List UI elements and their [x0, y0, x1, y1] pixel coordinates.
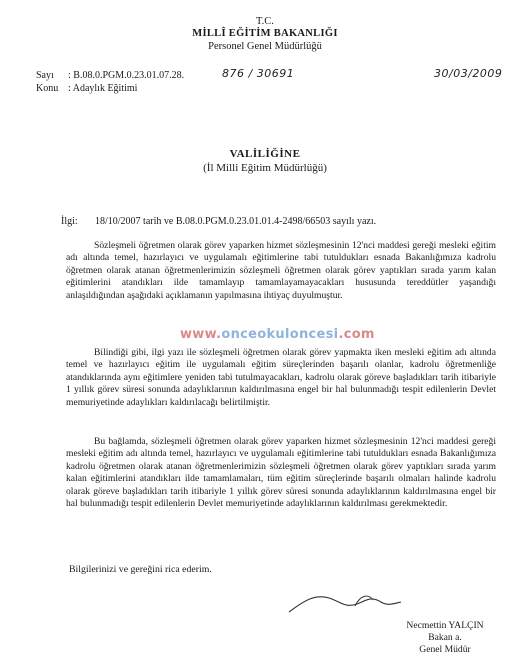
- signature-scribble: [285, 590, 415, 618]
- konu-value: : Adaylık Eğitimi: [68, 83, 138, 94]
- header-department: Personel Genel Müdürlüğü: [208, 41, 322, 52]
- signatory-title-2: Genel Müdür: [419, 644, 471, 655]
- paragraph-2: Bilindiği gibi, ilgi yazı ile sözleşmeli öğretmen olarak görev yapmakta iken mesleki eğitim adı altında temel ve hazırlayıcı eğitim ile uygulamalı eğitim süreçlerinden başarılı olanlar, kadrolu öğretmenliğe atandıklarında aynı eğitimlere yeniden tabi tutulmayacakları, kadrolu olarak göreve başladıkları tarih itibariyle 1 yıllık görev süresi sonunda adaylıklarının kaldırılmasına engel bir hal bulunmadığı tespit edilenlerin Devlet memuriyetinde adaylıkları kaldırılacağı belirtilmiştir.: [66, 347, 496, 408]
- watermark-part-1: www.: [180, 327, 222, 342]
- watermark-part-2: onceokuloncesi: [221, 327, 339, 342]
- paragraph-1: Sözleşmeli öğretmen olarak görev yaparken hizmet sözleşmesinin 12'nci maddesi gereği mesleki eğitim adı altında temel, hazırlayıcı ve uygulamalı eğitimlerine tabi tutuldukları esnada Bakanlığımıza kadrolu öğretmen olarak atanan öğretmenlerimizin sözleşmeli öğretmen olarak görev yaptıkları sırada yarım kalan eğitimlerini atandıkları ilde tamamlayıp tamamlayamayacakları hususunda tereddütler yaşandığı anlaşıldığından aşağıdaki açıklamanın yapılmasına ihtiyaç duyulmuştur.: [66, 240, 496, 301]
- watermark-part-3: .com: [338, 327, 375, 342]
- ilgi-line: [61, 216, 481, 228]
- site-watermark: [180, 327, 375, 342]
- handwritten-date: 30/03/2009: [434, 67, 503, 80]
- konu-label: Konu: [36, 83, 59, 94]
- ilgi-label: İlgi:: [61, 216, 78, 227]
- sayi-value: : B.08.0.PGM.0.23.01.07.28.: [68, 70, 185, 81]
- paragraph-3: Bu bağlamda, sözleşmeli öğretmen olarak görev yaparken hizmet sözleşmesinin 12'nci maddesi gereği mesleki eğitim adı altında temel, hazırlayıcı ve uygulamalı eğitimlerine tabi tutuldukları esnada Bakanlığımıza kadrolu öğretmen olarak atanan öğretmenlerimizin sözleşmeli öğretmen olarak görev yaptıkları sırada yarım kalan eğitimlerini atandıkları ilde tamamlamaları, tüm eğitim süreçlerinde başarılı olmaları halinde kadrolu olarak göreve başladıkları tarih itibariyle 1 yıllık görev süresi sonunda adaylıklarının kaldırılmasına engel bir hal bulunmadığı tespit edilenlerin Devlet memuriyetinde adaylıklarının kaldırılması gerekmektedir.: [66, 436, 496, 510]
- signature-block: [390, 620, 500, 656]
- header-ministry: MİLLÎ EĞİTİM BAKANLIĞI: [192, 28, 338, 39]
- sayi-label: Sayı: [36, 70, 54, 81]
- header-tc: T.C.: [256, 16, 274, 27]
- recipient-title: VALİLİĞİNE: [229, 148, 301, 160]
- signatory-name: Necmettin YALÇIN: [406, 620, 484, 631]
- handwritten-number: 876 / 30691: [222, 67, 295, 80]
- ilgi-text: 18/10/2007 tarih ve B.08.0.PGM.0.23.01.01.4-2498/66503 sayılı yazı.: [95, 216, 377, 227]
- closing-line: Bilgilerinizi ve gereğini rica ederim.: [69, 564, 212, 575]
- recipient-subtitle: (İl Milli Eğitim Müdürlüğü): [203, 162, 327, 174]
- signatory-title-1: Bakan a.: [428, 632, 462, 643]
